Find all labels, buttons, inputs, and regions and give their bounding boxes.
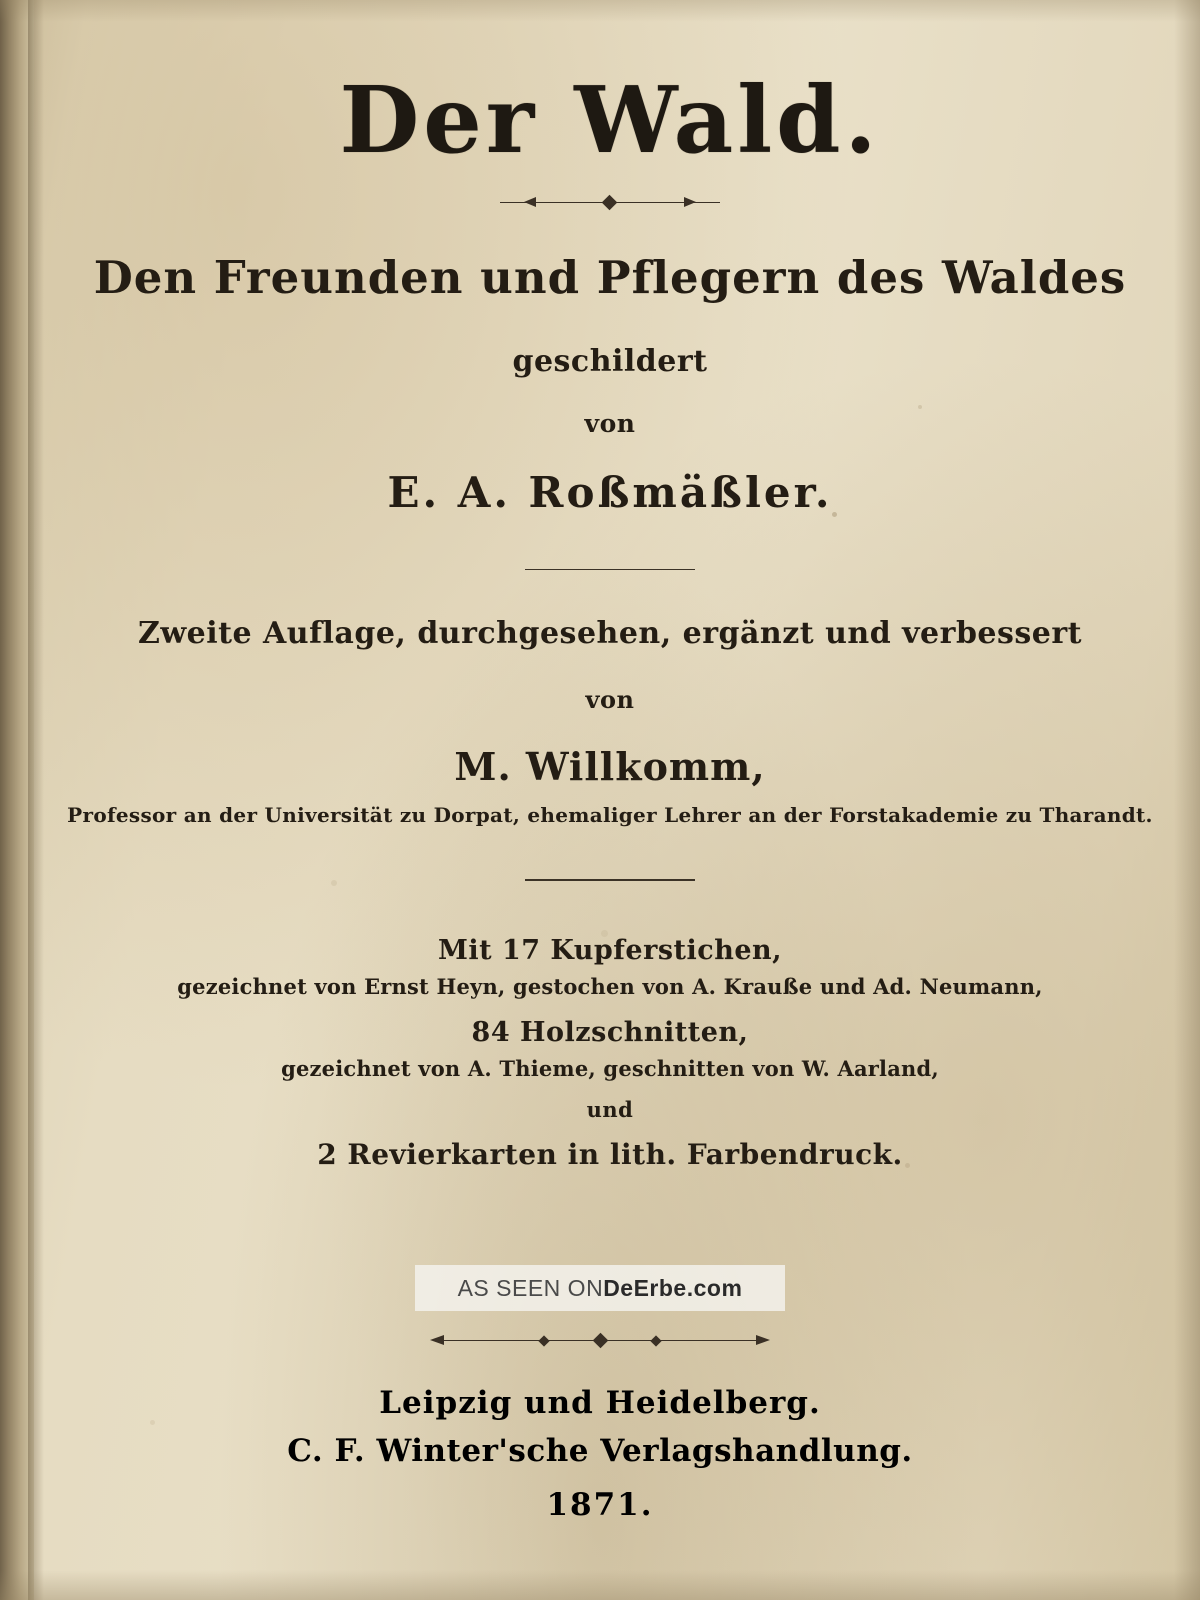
maps-line: 2 Revierkarten in lith. Farbendruck. (317, 1137, 903, 1171)
described-label: geschildert (512, 343, 708, 379)
watermark-overlay (415, 1265, 785, 1311)
page-edge-right-shadow (1174, 0, 1200, 1600)
book-gutter-gradient (28, 0, 44, 1600)
ornament-rule-top (500, 195, 720, 209)
and-label: und (586, 1096, 634, 1122)
title-page-textblock (60, 0, 1160, 1600)
engravings-credit: gezeichnet von Ernst Heyn, gestochen von A. Krauße und Ad. Neumann, (177, 973, 1043, 999)
editor-name: M. Willkomm, (454, 744, 766, 790)
page-subtitle: Den Freunden und Pflegern des Waldes (93, 250, 1127, 304)
imprint-block (0, 1385, 1200, 1523)
imprint-cities: Leipzig und Heidelberg. (379, 1385, 821, 1421)
imprint-year: 1871. (546, 1487, 654, 1523)
editor-credentials: Professor an der Universität zu Dorpat, ehemaliger Lehrer an der Forstakademie zu Tharandt. (67, 803, 1153, 828)
divider-rule-lower (525, 879, 695, 881)
by-label-editor: von (585, 685, 635, 715)
illustration-statement (60, 935, 1160, 1171)
imprint-publisher: C. F. Winter'sche Verlagshandlung. (287, 1433, 913, 1469)
engravings-count: Mit 17 Kupferstichen, (437, 934, 783, 966)
woodcuts-count: 84 Holzschnitten, (471, 1016, 749, 1048)
author-name: E. A. Roßmäßler. (387, 467, 833, 517)
ornament-rule-bottom (430, 1332, 770, 1348)
watermark-brand: DeErbe.com (603, 1274, 743, 1301)
by-label-author: von (584, 408, 636, 438)
edition-statement: Zweite Auflage, durchgesehen, ergänzt und verbessert (137, 616, 1083, 652)
watermark-prefix: AS SEEN ON (457, 1274, 604, 1301)
woodcuts-credit: gezeichnet von A. Thieme, geschnitten von W. Aarland, (281, 1055, 939, 1081)
page-title: Der Wald. (339, 66, 881, 174)
divider-rule-upper (525, 569, 695, 571)
